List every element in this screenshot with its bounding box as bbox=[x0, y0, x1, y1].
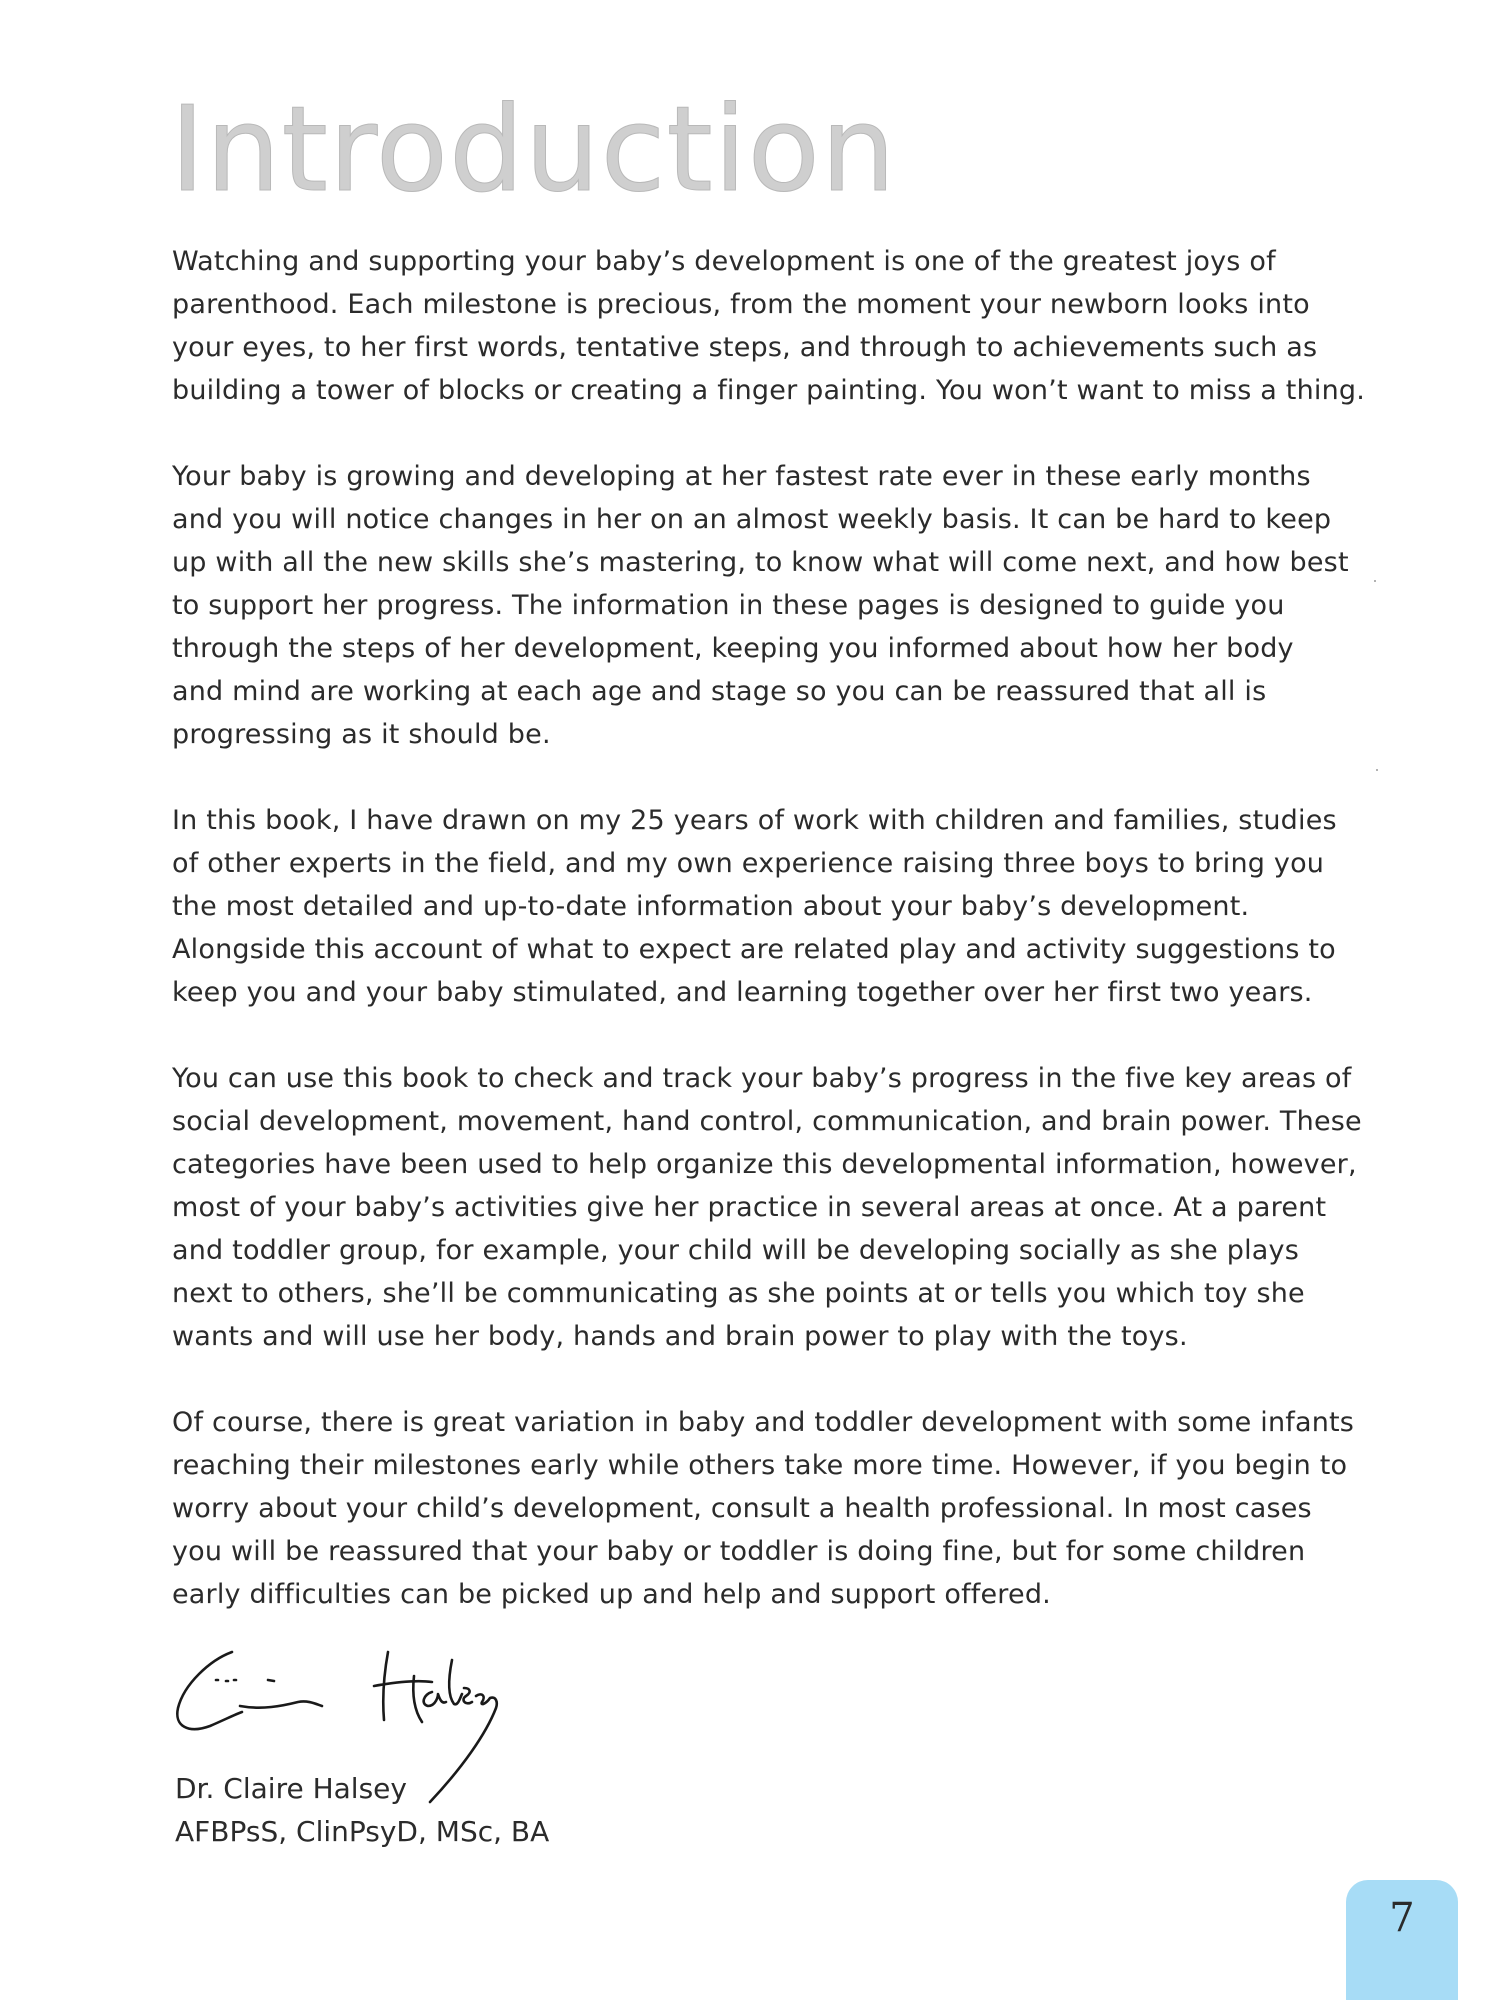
paragraph-5: Of course, there is great variation in baby and toddler development with some infants reaching their milestones early while others take more time. However, if you begin to worry about your child’s development, consult a health professional. In most cases you will be reassured that your baby or toddler is doing fine, but for some children early difficulties can be picked up and help and support offered. bbox=[172, 1407, 1355, 1610]
paragraph-2: Your baby is growing and developing at her fastest rate ever in these early months and you will notice changes in her on an almost weekly basis. It can be hard to keep up with all the new skills she’s mastering, to know what will come next, and how best to support her progress. The information in these pages is designed to guide you through the steps of her development, keeping you informed about how her body and mind are working at each age and stage so you can be reassured that all is progressing as it should be. bbox=[172, 461, 1349, 750]
paragraph-1: Watching and supporting your baby’s development is one of the greatest joys of parenthood. Each milestone is precious, from the moment your newborn looks into your eyes, to her first words, tentative steps, and through to achievements such as building a tower of blocks or creating a finger painting. You won’t want to miss a thing. bbox=[172, 246, 1366, 406]
introduction-body bbox=[172, 240, 1372, 1659]
paragraph-3: In this book, I have drawn on my 25 years of work with children and families, studies of other experts in the field, and my own experience raising three boys to bring you the most detailed and up-to-date information about your baby’s development. Alongside this account of what to expect are related play and activity suggestions to keep you and your baby stimulated, and learning together over her first two years. bbox=[172, 805, 1337, 1008]
scan-speck bbox=[1376, 769, 1378, 771]
author-credentials: AFBPsS, ClinPsyD, MSc, BA bbox=[175, 1815, 550, 1848]
author-block bbox=[175, 1767, 549, 1853]
page-number-tab bbox=[1346, 1880, 1458, 2000]
author-name: Dr. Claire Halsey bbox=[175, 1772, 407, 1805]
scan-speck bbox=[1374, 580, 1376, 582]
page-title: Introduction bbox=[170, 80, 897, 218]
paragraph-4: You can use this book to check and track your baby’s progress in the five key areas of social development, movement, hand control, communication, and brain power. These categories have been used to help organize this developmental information, however, most of your baby’s activities give her practice in several areas at once. At a parent and toddler group, for example, your child will be developing socially as she plays next to others, she’ll be communicating as she points at or tells you which toy she wants and will use her body, hands and brain power to play with the toys. bbox=[172, 1063, 1362, 1352]
page-number: 7 bbox=[1389, 1895, 1415, 1941]
